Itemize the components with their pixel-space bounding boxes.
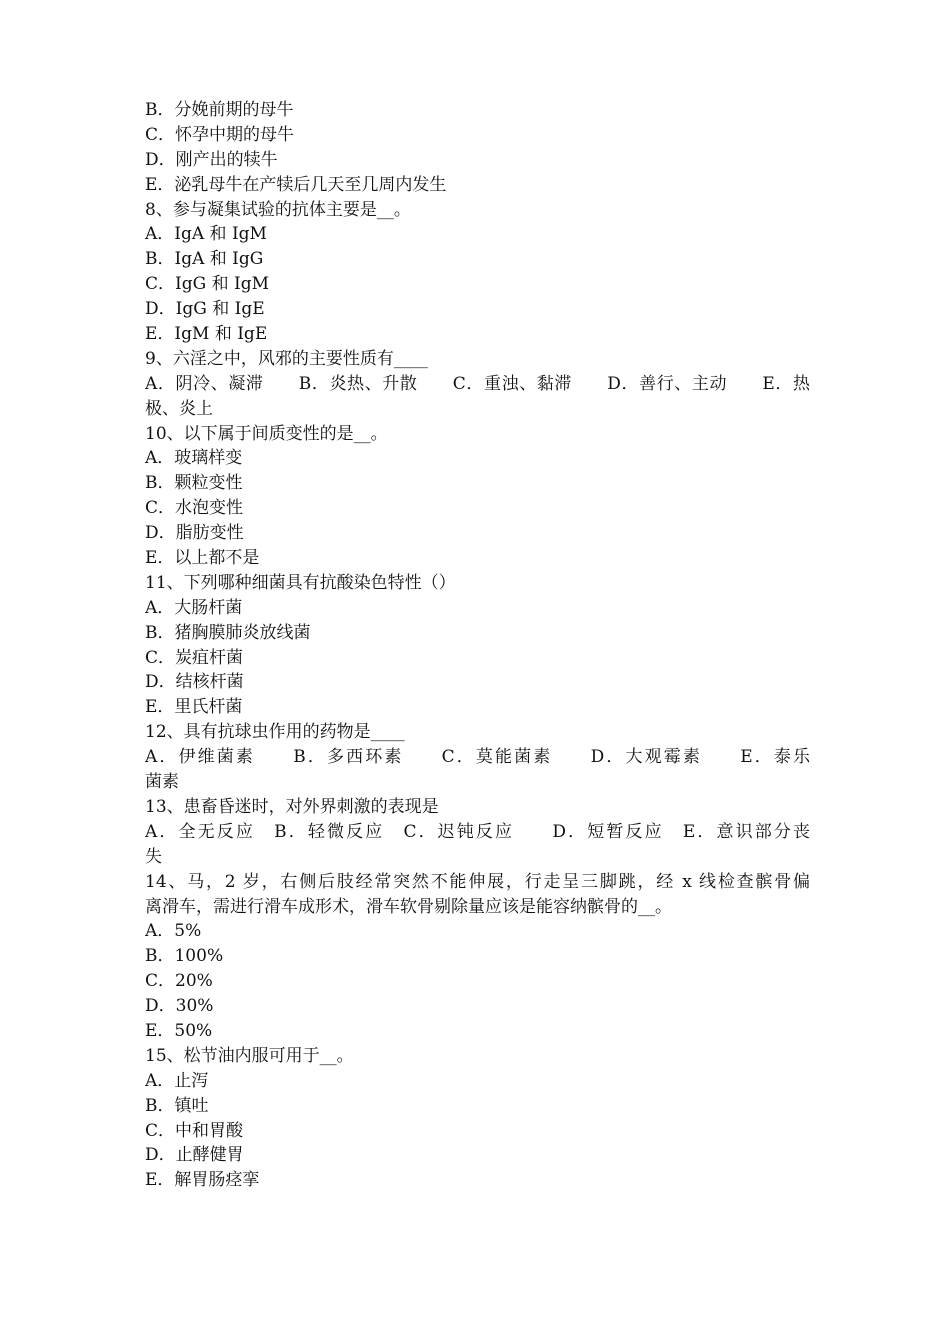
option-c-q7: C．怀孕中期的母牛 xyxy=(145,124,295,145)
option-d-q11: D．结核杆菌 xyxy=(145,672,244,693)
option-a-q11: A．大肠杆菌 xyxy=(145,597,243,618)
options-q9-continued: 极、炎上 xyxy=(145,398,213,419)
option-a-q8: A．IgA 和 IgM xyxy=(145,224,267,245)
options-q12-continued: 菌素 xyxy=(145,772,179,793)
question-10: 10、以下属于间质变性的是__。 xyxy=(145,423,388,444)
option-d-q7: D．刚产出的犊牛 xyxy=(145,149,278,170)
option-c-q8: C．IgG 和 IgM xyxy=(145,274,269,295)
option-c-q11: C．炭疽杆菌 xyxy=(145,647,244,668)
option-e-q14: E．50% xyxy=(145,1020,213,1041)
option-c-q10: C．水泡变性 xyxy=(145,498,244,519)
question-11: 11、下列哪种细菌具有抗酸染色特性（） xyxy=(145,572,456,593)
question-14-continued: 离滑车，需进行滑车成形术，滑车软骨剔除量应该是能容纳髌骨的__。 xyxy=(145,896,672,917)
option-b-q7: B．分娩前期的母牛 xyxy=(145,100,294,120)
option-a-q15: A．止泻 xyxy=(145,1070,209,1091)
question-13: 13、患畜昏迷时，对外界刺激的表现是 xyxy=(145,796,439,817)
option-a-q10: A．玻璃样变 xyxy=(145,448,243,469)
question-8: 8、参与凝集试验的抗体主要是__。 xyxy=(145,199,411,220)
option-b-q15: B．镇吐 xyxy=(145,1095,209,1116)
option-e-q8: E．IgM 和 IgE xyxy=(145,324,268,345)
document-page xyxy=(145,98,810,1193)
option-b-q8: B．IgA 和 IgG xyxy=(145,249,264,270)
question-12: 12、具有抗球虫作用的药物是____ xyxy=(145,722,405,743)
option-d-q10: D．脂肪变性 xyxy=(145,523,244,544)
option-d-q15: D．止酵健胃 xyxy=(145,1145,244,1166)
option-b-q10: B．颗粒变性 xyxy=(145,473,243,494)
option-a-q14: A．5% xyxy=(145,921,202,942)
options-q9: A．阴冷、凝滞 B．炎热、升散 C．重浊、黏滞 D．善行、主动 E．热 xyxy=(145,373,810,394)
option-c-q14: C．20% xyxy=(145,971,213,992)
option-c-q15: C．中和胃酸 xyxy=(145,1120,244,1141)
options-q12: A．伊维菌素 B．多西环素 C．莫能菌素 D．大观霉素 E．泰乐 xyxy=(145,747,810,768)
question-15: 15、松节油内服可用于__。 xyxy=(145,1045,354,1066)
option-b-q11: B．猪胸膜肺炎放线菌 xyxy=(145,622,311,643)
option-d-q14: D．30% xyxy=(145,996,214,1017)
option-e-q15: E．解胃肠痉挛 xyxy=(145,1170,260,1191)
option-e-q11: E．里氏杆菌 xyxy=(145,697,243,718)
options-q13-continued: 失 xyxy=(145,846,162,867)
option-b-q14: B．100% xyxy=(145,946,224,967)
options-q13: A．全无反应 B．轻微反应 C．迟钝反应 D．短暂反应 E．意识部分丧 xyxy=(145,821,810,842)
option-e-q7: E．泌乳母牛在产犊后几天至几周内发生 xyxy=(145,174,447,195)
option-d-q8: D．IgG 和 IgE xyxy=(145,299,265,320)
question-14: 14、马，2 岁，右侧后肢经常突然不能伸展，行走呈三脚跳，经 x 线检查髌骨偏 xyxy=(145,871,810,892)
option-e-q10: E．以上都不是 xyxy=(145,548,260,569)
question-9: 9、六淫之中，风邪的主要性质有____ xyxy=(145,348,428,369)
